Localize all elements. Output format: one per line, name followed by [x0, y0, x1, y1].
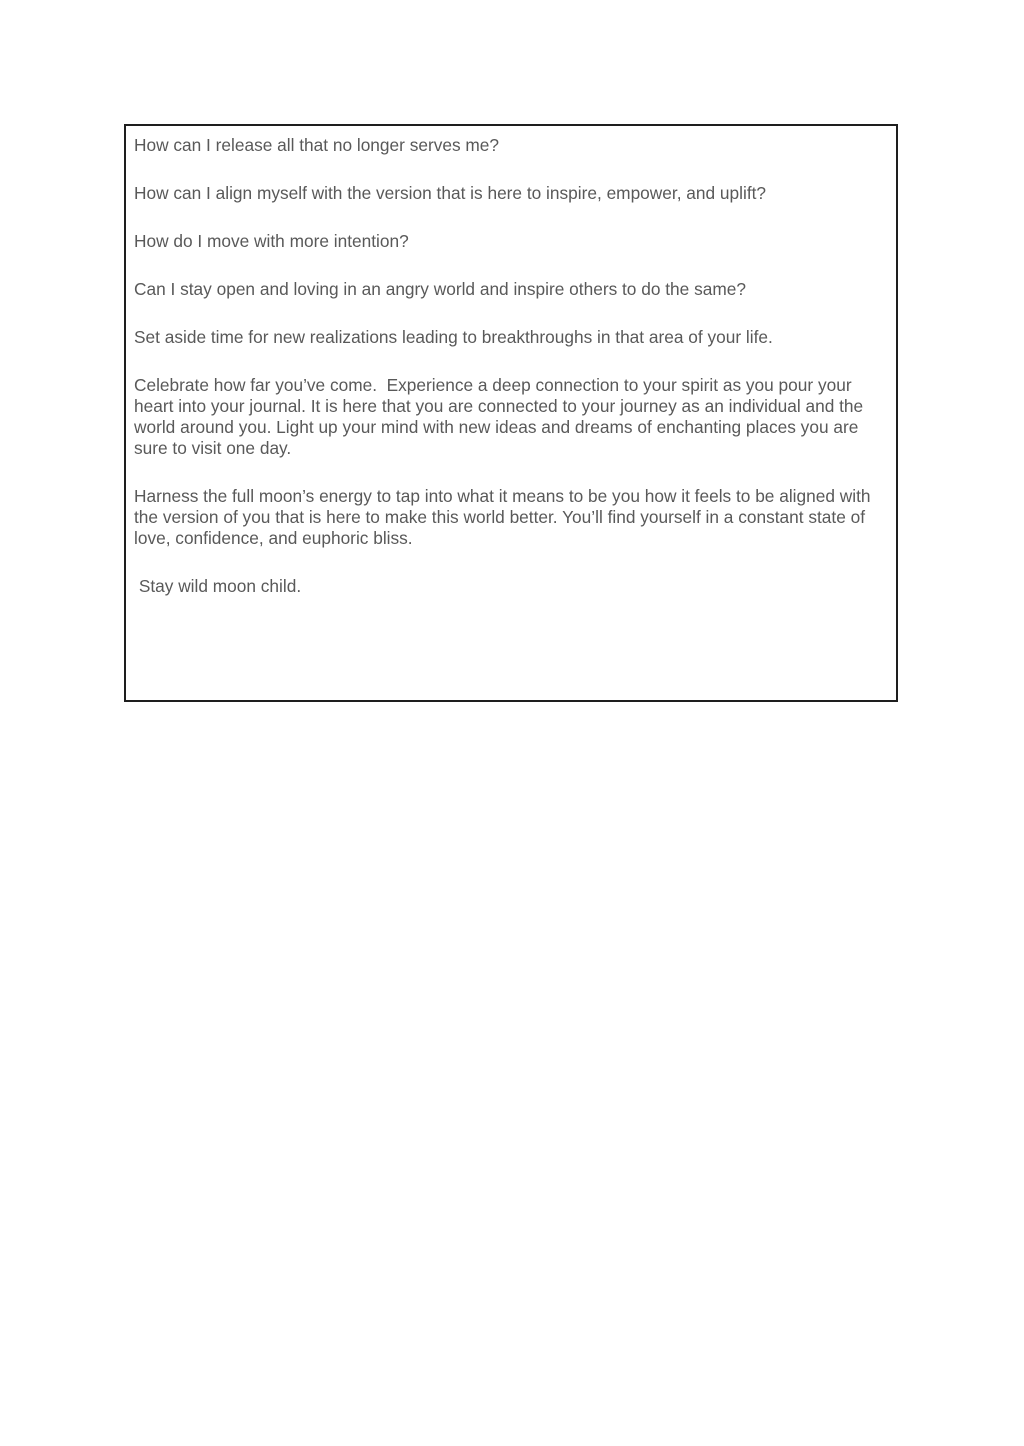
question-release: How can I release all that no longer serves me?: [134, 135, 500, 155]
paragraph-set-aside-time: Set aside time for new realizations leading to breakthroughs in that area of your life.: [134, 327, 773, 347]
closing-line: Stay wild moon child.: [134, 576, 302, 596]
question-stay-open: Can I stay open and loving in an angry world and inspire others to do the same?: [134, 279, 746, 299]
bordered-text-box: [124, 124, 898, 702]
paragraph-harness-full-moon: Harness the full moon’s energy to tap into what it means to be you how it feels to be aligned with the version of you that is here to make this world better. You’ll find yourself in a constant state of love, confidence, and euphoric bliss.: [134, 486, 876, 548]
question-intention: How do I move with more intention?: [134, 231, 409, 251]
question-align: How can I align myself with the version that is here to inspire, empower, and uplift?: [134, 183, 767, 203]
text-box-content: [126, 126, 896, 597]
paragraph-celebrate: Celebrate how far you’ve come. Experience a deep connection to your spirit as you pour your heart into your journal. It is here that you are connected to your journey as an individual and the world around you. Light up your mind with new ideas and dreams of enchanting places you are sure to visit one day.: [134, 375, 868, 458]
